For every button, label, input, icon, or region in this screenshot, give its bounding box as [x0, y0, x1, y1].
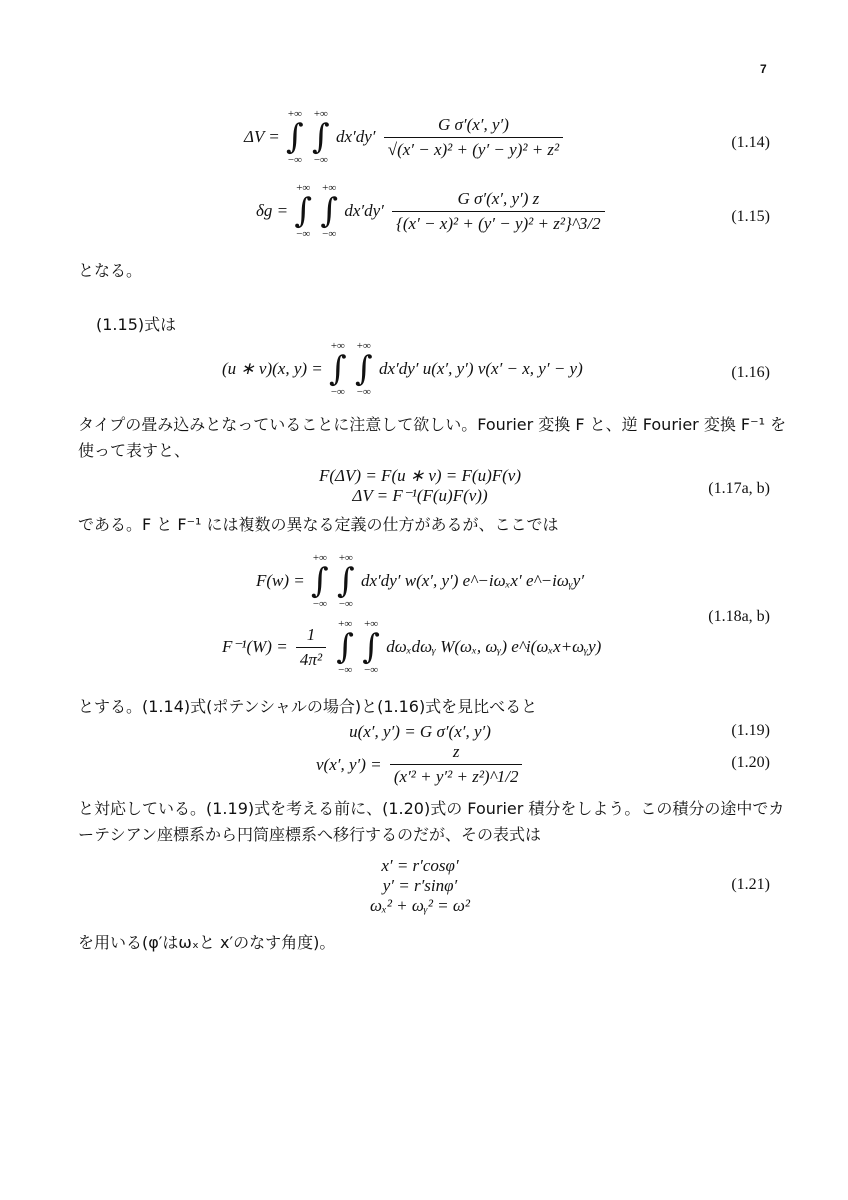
eq-lhs: F⁻¹(W) = [222, 637, 288, 656]
equation-1-18 [0, 552, 848, 692]
eq-fraction: $\frac{\text{G σ′(x′, y′)}}{\text{√(x′ − x)² + (y′ − y)² + z²}}$ [384, 115, 563, 160]
eq-lhs: (u ∗ v)(x, y) = [222, 359, 323, 378]
eq-line: y′ = r′sinφ′ [382, 876, 458, 895]
integral-sign: +∞ ∫ −∞ [286, 108, 304, 166]
integral-sign: +∞ ∫ −∞ [320, 182, 339, 240]
eq-lhs: δg = [256, 201, 289, 220]
paragraph-text: (1.15)式は [96, 315, 177, 334]
equation-1-16 [0, 340, 848, 406]
equation-number: (1.19) [731, 722, 770, 739]
equation-1-17 [300, 466, 540, 506]
integral-sign: +∞ ∫ −∞ [337, 552, 355, 610]
equation-number: (1.18a, b) [708, 608, 770, 625]
integral-sign: +∞ ∫ −∞ [362, 618, 380, 676]
paragraph-text: を用いる(φ′はωₓと x′のなす角度)。 [78, 933, 336, 952]
eq-fraction: $\frac{z}{\text{(x′² + y′² + z²)\textasciicircum{}1/2}}$ [390, 742, 523, 787]
paragraph-text: 使って表すと、 [78, 441, 191, 460]
eq-fraction: $\frac{1}{\text{4π²}}$ [296, 625, 326, 670]
integral-sign: +∞ ∫ −∞ [312, 108, 330, 166]
integral-sign: +∞ ∫ −∞ [336, 618, 355, 676]
paragraph-text: とする。(1.14)式(ポテンシャルの場合)と(1.16)式を見比べると [78, 697, 538, 716]
eq-body: dωₓdωᵧ W(ωₓ, ωᵧ) e^i(ωₓx+ωᵧy) [386, 637, 602, 656]
eq-body: dx′dy′ u(x′, y′) v(x′ − x, y′ − y) [378, 359, 583, 378]
paragraph-text: と対応している。(1.19)式を考える前に、(1.20)式の Fourier 積分をしよう。この積分の途中でカ [78, 799, 785, 818]
integral-sign: +∞ ∫ −∞ [354, 340, 373, 398]
eq-fraction: $\frac{\text{G σ′(x′, y′) z}}{\text{\{(x′ − x)² + (y′ − y)² + z²\}\textasciicircum{}3/2}}$ [392, 189, 605, 234]
eq-differential: dx′dy′ [335, 127, 376, 146]
equation-number: (1.21) [731, 876, 770, 893]
paragraph-text: タイプの畳み込みとなっていることに注意して欲しい。Fourier 変換 F と、逆 Fourier 変換 F⁻¹ を [78, 415, 787, 434]
eq-line: x′ = r′cosφ′ [381, 856, 459, 875]
eq-differential: dx′dy′ [344, 201, 384, 220]
equation-number: (1.15) [731, 208, 770, 225]
equation-number: (1.20) [731, 754, 770, 771]
equation-1-15 [0, 182, 848, 254]
equation-1-20 [0, 742, 848, 790]
eq-lhs: v(x′, y′) = [316, 754, 382, 774]
eq-line: ΔV = F⁻¹(F(u)F(v)) [352, 486, 488, 505]
integral-sign: +∞ ∫ −∞ [329, 340, 347, 398]
eq-line: ωₓ² + ωᵧ² = ω² [370, 896, 470, 915]
equation-1-21 [340, 856, 500, 916]
paragraph-text: ーテシアン座標系から円筒座標系へ移行するのだが、その表式は [78, 825, 542, 844]
equation-1-14 [0, 108, 848, 180]
equation-number: (1.16) [731, 364, 770, 381]
equation-number: (1.14) [731, 134, 770, 151]
eq-body: dx′dy′ w(x′, y′) e^−iωₓx′ e^−iωᵧy′ [360, 571, 585, 590]
paragraph-text: となる。 [78, 261, 143, 280]
eq-lhs: ΔV = [244, 127, 280, 146]
paragraph-text: である。F と F⁻¹ には複数の異なる定義の仕方があるが、ここでは [78, 515, 559, 534]
eq-line: F(ΔV) = F(u ∗ v) = F(u)F(v) [319, 466, 521, 485]
equation-number: (1.17a, b) [708, 480, 770, 497]
integral-sign: +∞ ∫ −∞ [294, 182, 313, 240]
equation-1-19: u(x′, y′) = G σ′(x′, y′) [349, 722, 491, 741]
integral-sign: +∞ ∫ −∞ [311, 552, 329, 610]
eq-lhs: F(w) = [256, 571, 305, 590]
page-number: 7 [760, 62, 767, 76]
